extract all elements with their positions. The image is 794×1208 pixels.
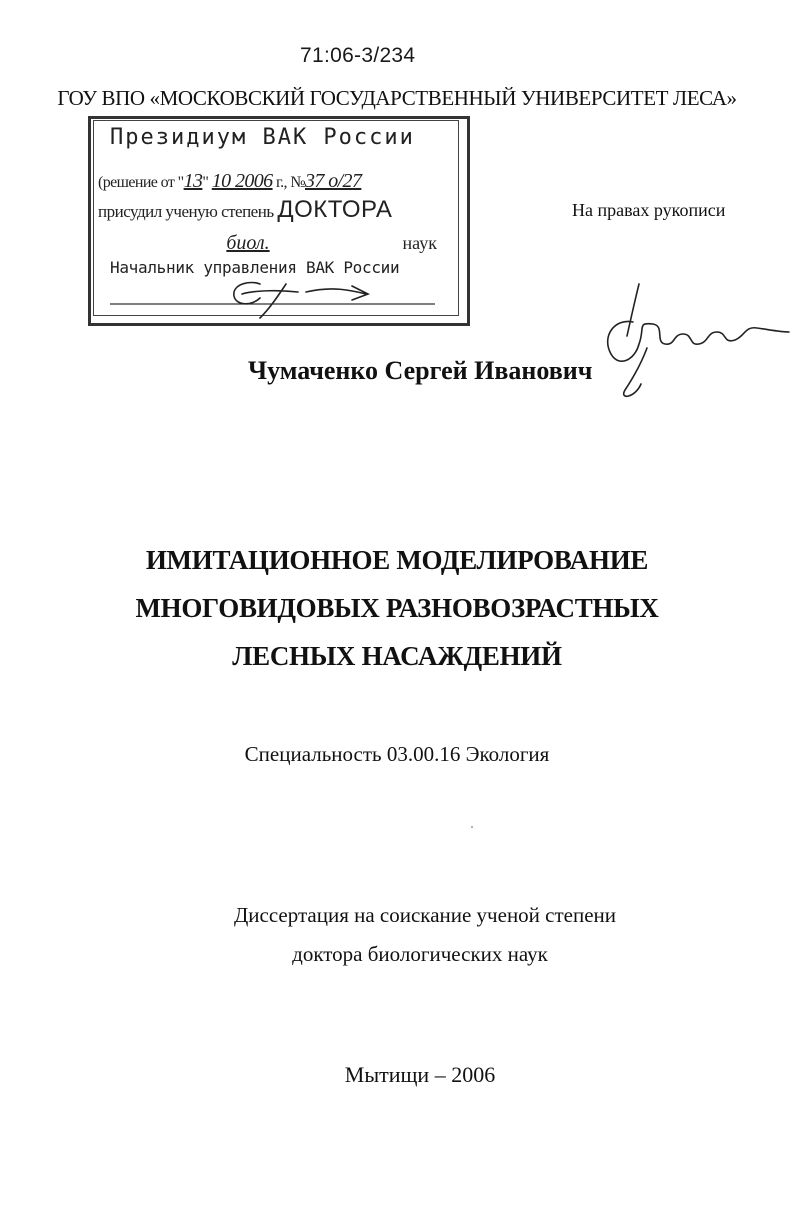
stamp-science-handwritten: биол. bbox=[226, 232, 270, 254]
stamp-awarded-prefix: присудил ученую степень bbox=[98, 202, 278, 221]
stamp-decision-day: 13 bbox=[183, 170, 203, 192]
specialty: Специальность 03.00.16 Экология bbox=[244, 742, 550, 766]
city-year: Мытищи – 2006 bbox=[344, 1062, 496, 1087]
thesis-title-line-1: ИМИТАЦИОННОЕ МОДЕЛИРОВАНИЕ bbox=[145, 545, 649, 575]
stamp-decision-prefix: (решение от " bbox=[98, 174, 184, 191]
university-name: ГОУ ВПО «МОСКОВСКИЙ ГОСУДАРСТВЕННЫЙ УНИВЕРСИТЕТ ЛЕСА» bbox=[57, 86, 737, 110]
stamp-decision-year-suffix: г., № bbox=[272, 174, 305, 191]
vak-stamp bbox=[88, 116, 468, 326]
dissertation-line-2: доктора биологических наук bbox=[292, 942, 548, 966]
author-signature-icon bbox=[595, 278, 790, 408]
stamp-title: Президиум ВАК России bbox=[110, 125, 415, 150]
stamp-head-title: Начальник управления ВАК России bbox=[110, 258, 400, 277]
stamp-decision-month-year: 10 2006 bbox=[211, 170, 273, 192]
stamp-decision-number: 37 о/27 bbox=[305, 170, 362, 192]
stamp-signature-icon bbox=[110, 272, 450, 320]
manuscript-rights: На правах рукописи bbox=[572, 200, 726, 220]
stamp-science-suffix: наук bbox=[402, 233, 437, 253]
stamp-awarded-line bbox=[98, 196, 392, 224]
stamp-science-line bbox=[98, 232, 437, 255]
scan-speck bbox=[471, 826, 473, 828]
dissertation-line-1: Диссертация на соискание ученой степени bbox=[233, 903, 617, 927]
stamp-decision-mid: " bbox=[202, 174, 209, 191]
thesis-title-line-3: ЛЕСНЫХ НАСАЖДЕНИЙ bbox=[232, 641, 562, 671]
stamp-degree: ДОКТОРА bbox=[277, 196, 393, 223]
author-name: Чумаченко Сергей Иванович bbox=[248, 356, 593, 385]
archive-code: 71:06-3/234 bbox=[300, 44, 416, 67]
thesis-title-line-2: МНОГОВИДОВЫХ РАЗНОВОЗРАСТНЫХ bbox=[135, 593, 659, 623]
stamp-decision-line bbox=[98, 170, 361, 193]
